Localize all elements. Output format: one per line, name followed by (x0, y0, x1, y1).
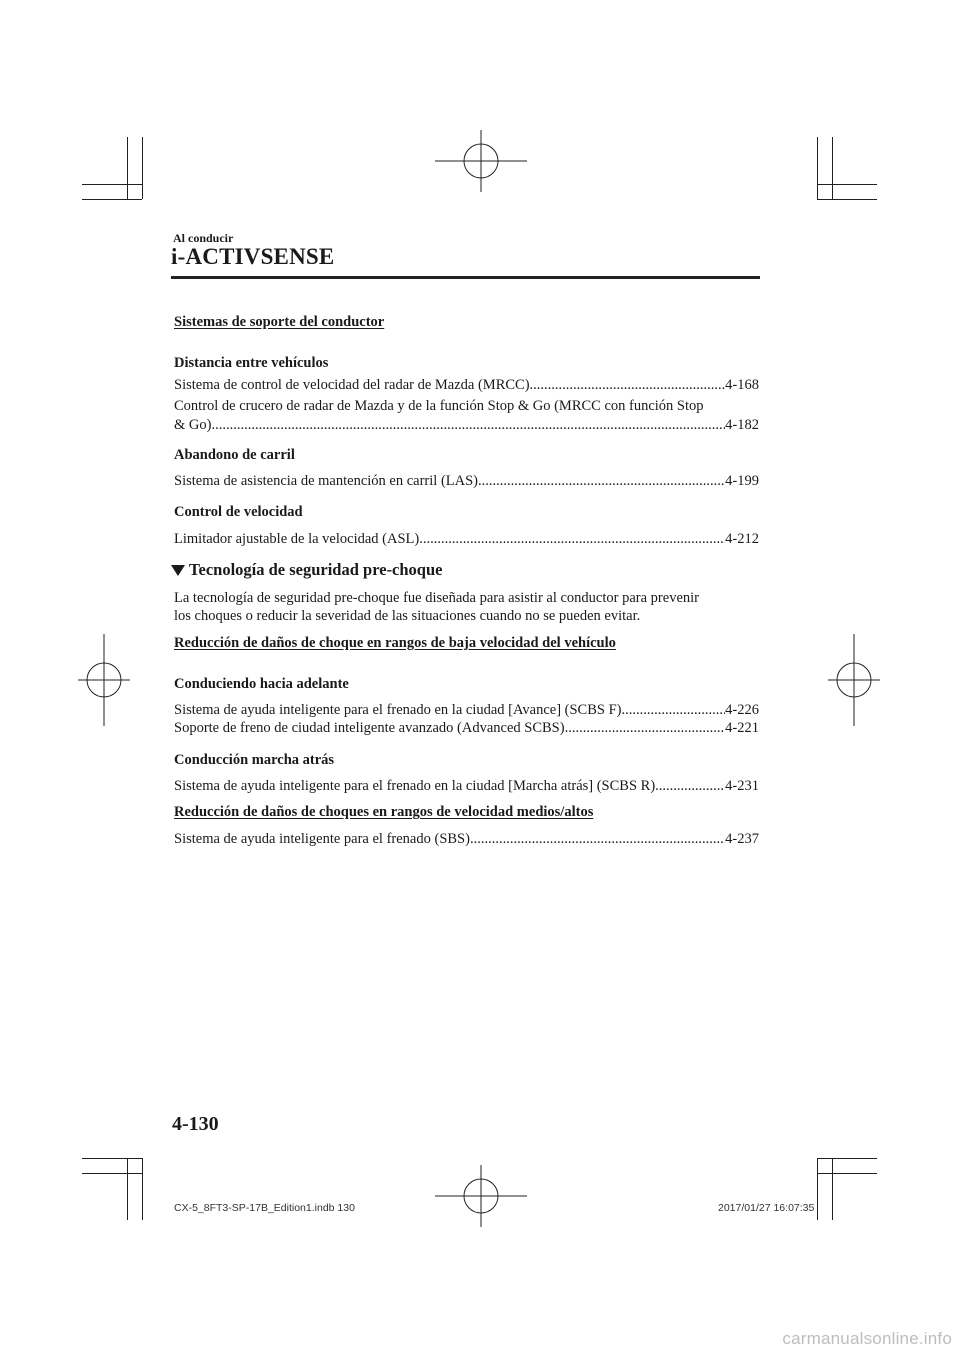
group-title-speed: Control de velocidad (174, 504, 303, 520)
footer-file: CX-5_8FT3-SP-17B_Edition1.indb 130 (174, 1202, 355, 1214)
toc-entry-asl[interactable]: Limitador ajustable de la velocidad (ASL) ..... 4-212 (174, 530, 759, 548)
group-title-forward: Conduciendo hacia adelante (174, 676, 349, 692)
toc-entry-las[interactable]: Sistema de asistencia de mantención en carril (LAS) ..... 4-199 (174, 472, 759, 490)
heading-pre-crash: Tecnología de seguridad pre-choque (171, 561, 443, 579)
page-number: 4-130 (172, 1113, 219, 1135)
section-title-mid-high-speed: Reducción de daños de choques en rangos de velocidad medios/altos (174, 804, 594, 820)
registration-mark-right (828, 634, 880, 726)
toc-entry-scbs-r[interactable]: Sistema de ayuda inteligente para el frenado en la ciudad [Marcha atrás] (SCBS R) ..... 4-231 (174, 777, 759, 795)
triangle-down-icon (171, 565, 185, 576)
registration-mark-top (435, 130, 527, 192)
page-ref: 4-231 (725, 778, 759, 794)
toc-entry-mrcc-stopgo[interactable]: & Go) ..... 4-182 (174, 416, 759, 434)
toc-entry-advanced-scbs[interactable]: Soporte de freno de ciudad inteligente avanzado (Advanced SCBS) ..... 4-221 (174, 719, 759, 737)
intro-line-1: La tecnología de seguridad pre-choque fue diseñada para asistir al conductor para prevenir (174, 590, 699, 606)
page-ref: 4-168 (725, 377, 759, 393)
page-ref: 4-221 (725, 720, 759, 736)
footer-timestamp: 2017/01/27 16:07:35 (718, 1202, 815, 1214)
toc-entry-mrcc-stopgo-line1[interactable]: Control de crucero de radar de Mazda y de la función Stop & Go (MRCC con función Stop (174, 398, 704, 414)
group-title-distance: Distancia entre vehículos (174, 355, 329, 371)
toc-entry-scbs-f[interactable]: Sistema de ayuda inteligente para el frenado en la ciudad [Avance] (SCBS F) ..... 4-226 (174, 701, 759, 719)
registration-mark-bottom (435, 1165, 527, 1227)
group-title-lane: Abandono de carril (174, 447, 295, 463)
section-title-driver-support: Sistemas de soporte del conductor (174, 314, 385, 330)
page-ref: 4-226 (725, 702, 759, 718)
chapter-label: Al conducir (173, 231, 234, 245)
section-title-low-speed: Reducción de daños de choque en rangos de baja velocidad del vehículo (174, 635, 616, 651)
toc-entry-mrcc[interactable]: Sistema de control de velocidad del radar de Mazda (MRCC) ..... 4-168 (174, 376, 759, 394)
page-ref: 4-199 (725, 473, 759, 489)
header-rule (171, 276, 760, 279)
registration-mark-left (78, 634, 130, 726)
watermark: carmanualsonline.info (782, 1329, 952, 1348)
page-ref: 4-182 (725, 417, 759, 433)
toc-entry-sbs[interactable]: Sistema de ayuda inteligente para el frenado (SBS) ..... 4-237 (174, 830, 759, 848)
group-title-reverse: Conducción marcha atrás (174, 752, 335, 768)
page-ref: 4-237 (725, 831, 759, 847)
page-title: i-ACTIVSENSE (171, 244, 335, 269)
page-ref: 4-212 (725, 531, 759, 547)
intro-line-2: los choques o reducir la severidad de las situaciones cuando no se pueden evitar. (174, 608, 641, 624)
